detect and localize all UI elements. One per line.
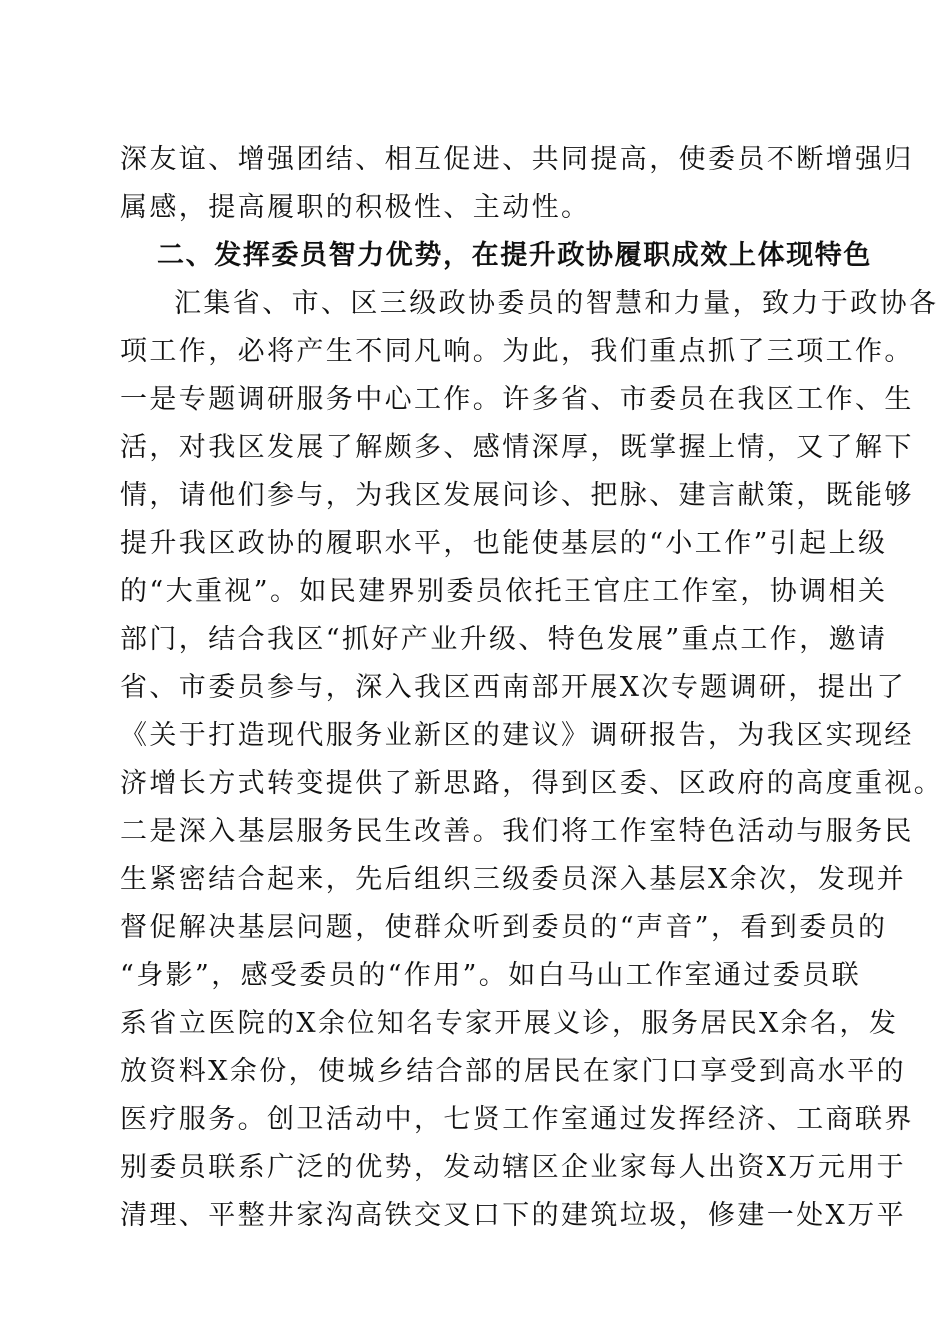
- text-line: 督促解决基层问题，使群众听到委员的“声音”，看到委员的: [120, 912, 888, 943]
- text-line: 一是专题调研服务中心工作。许多省、市委员在我区工作、生: [120, 384, 914, 415]
- text-line: 活，对我区发展了解颇多、感情深厚，既掌握上情，又了解下: [120, 432, 914, 463]
- text-line: 省、市委员参与，深入我区西南部开展X次专题调研，提出了: [120, 672, 907, 703]
- text-line: 清理、平整井家沟高铁交叉口下的建筑垃圾，修建一处X万平: [120, 1200, 907, 1231]
- text-line: 提升我区政协的履职水平，也能使基层的“小工作”引起上级: [120, 528, 888, 559]
- text-line: 项工作，必将产生不同凡响。为此，我们重点抓了三项工作。: [120, 336, 914, 367]
- text-line: 生紧密结合起来，先后组织三级委员深入基层X余次，发现并: [120, 864, 907, 895]
- text-line: “身影”，感受委员的“作用”。如白马山工作室通过委员联: [120, 960, 862, 991]
- text-line: 属感，提高履职的积极性、主动性。: [120, 192, 591, 223]
- text-line: 情，请他们参与，为我区发展问诊、把脉、建言献策，既能够: [120, 480, 914, 511]
- text-line: 汇集省、市、区三级政协委员的智慧和力量，致力于政协各: [174, 288, 939, 319]
- text-line: 系省立医院的X余位知名专家开展义诊，服务居民X余名，发: [120, 1008, 899, 1039]
- text-line: 《关于打造现代服务业新区的建议》调研报告，为我区实现经: [120, 720, 914, 751]
- text-line: 济增长方式转变提供了新思路，得到区委、区政府的高度重视。: [120, 768, 944, 799]
- text-line: 的“大重视”。如民建界别委员依托王官庄工作室，协调相关: [120, 576, 888, 607]
- text-line: 医疗服务。创卫活动中，七贤工作室通过发挥经济、工商联界: [120, 1104, 914, 1135]
- text-line: 放资料X余份，使城乡结合部的居民在家门口享受到高水平的: [120, 1056, 907, 1087]
- text-line: 二是深入基层服务民生改善。我们将工作室特色活动与服务民: [120, 816, 914, 847]
- text-line: 别委员联系广泛的优势，发动辖区企业家每人出资X万元用于: [120, 1152, 907, 1183]
- text-line: 部门，结合我区“抓好产业升级、特色发展”重点工作，邀请: [120, 624, 888, 655]
- text-line: 深友谊、增强团结、相互促进、共同提高，使委员不断增强归: [120, 144, 914, 175]
- section-heading: 二、发挥委员智力优势，在提升政协履职成效上体现特色: [157, 240, 872, 271]
